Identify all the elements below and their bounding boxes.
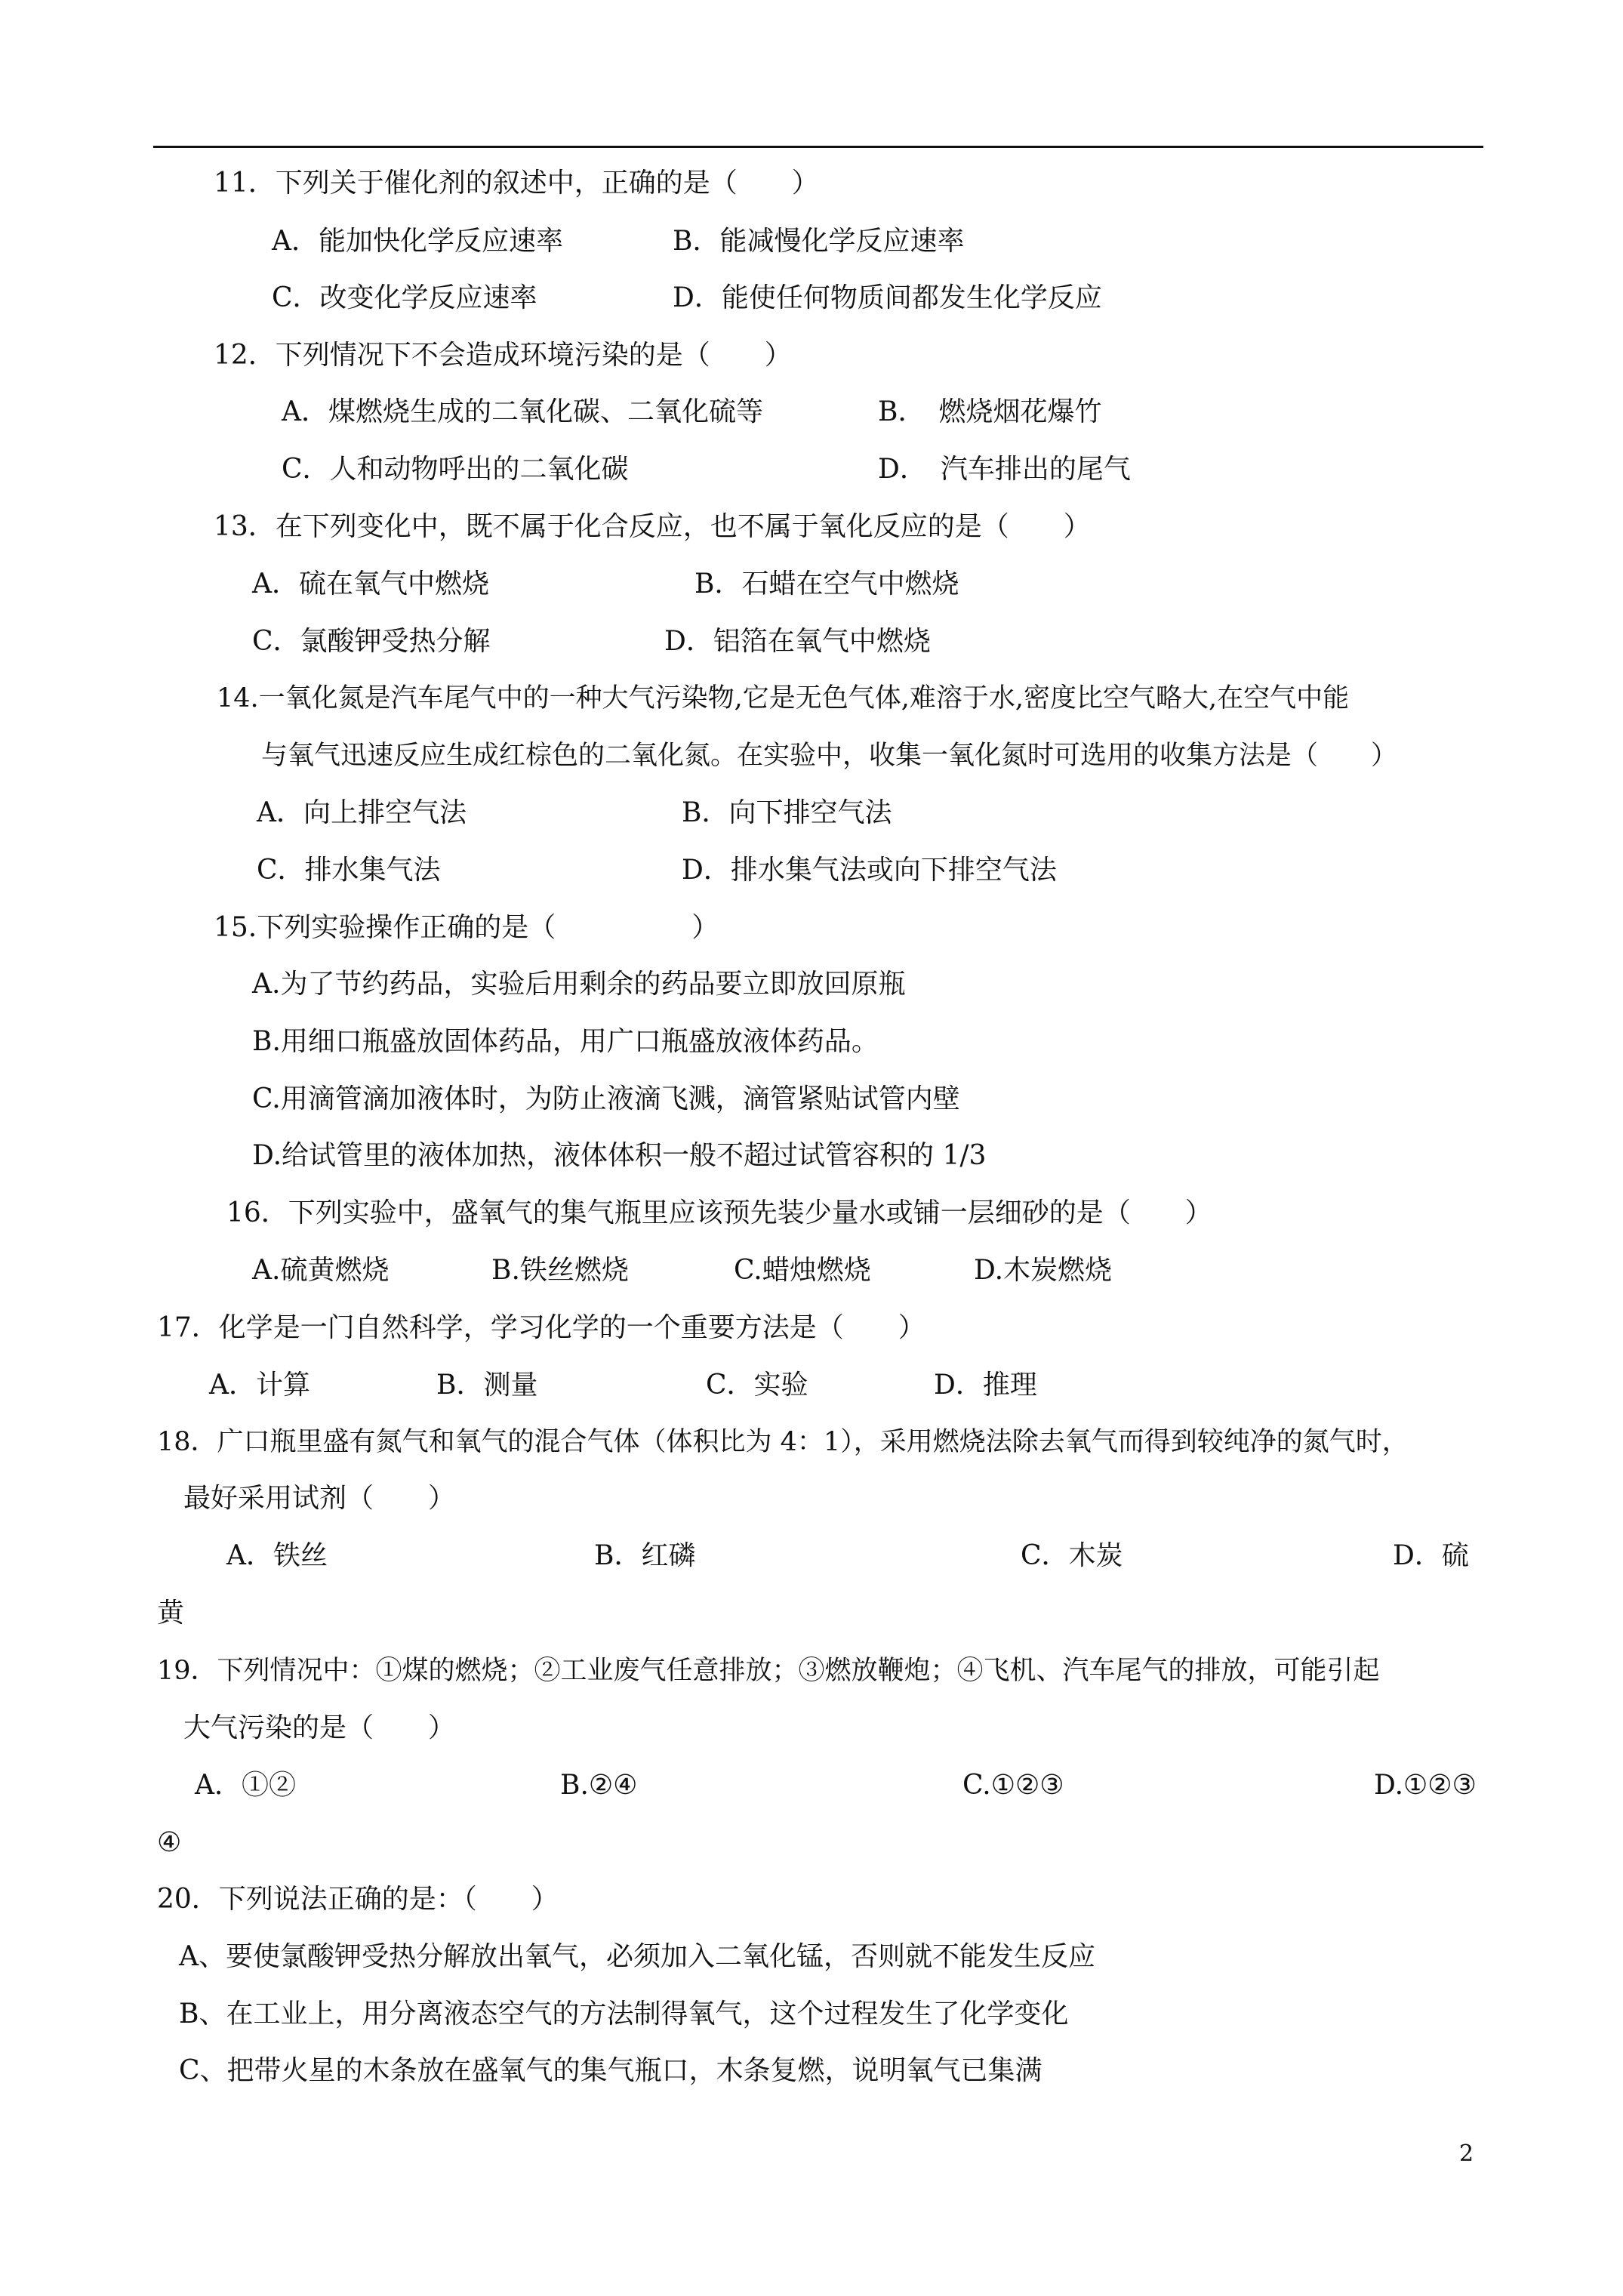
question-12-option-a: A．煤燃烧生成的二氧化碳、二氧化硫等: [282, 396, 763, 427]
question-18-option-b: B．红磷: [594, 1540, 696, 1571]
question-18-option-d: D．硫: [1393, 1540, 1469, 1571]
question-13-option-b: B．石蜡在空气中燃烧: [694, 569, 959, 599]
question-12-option-b: B． 燃烧烟花爆竹: [878, 396, 1102, 427]
question-17-option-d: D．推理: [934, 1370, 1037, 1401]
question-11-option-b: B．能减慢化学反应速率: [673, 226, 965, 257]
question-16-option-d: D.木炭燃烧: [974, 1255, 1113, 1286]
question-12-option-d: D． 汽车排出的尾气: [878, 454, 1131, 485]
question-15-option-a: A.为了节约药品，实验后用剩余的药品要立即放回原瓶: [252, 969, 906, 1000]
question-19-option-b: B.②④: [560, 1770, 638, 1801]
question-14-stem-line-1: 14.一氧化氮是汽车尾气中的一种大气污染物,它是无色气体,难溶于水,密度比空气略大,在空气中能: [217, 683, 1350, 713]
question-19-option-a: A．①②: [195, 1770, 296, 1801]
question-17-option-c: C．实验: [706, 1370, 808, 1401]
question-19-stem-line-2: 大气污染的是（ ）: [183, 1712, 456, 1743]
question-18-stem-line-2: 最好采用试剂（ ）: [183, 1483, 456, 1514]
question-14-option-b: B．向下排空气法: [682, 797, 892, 828]
question-19-option-d-wrap: ④: [157, 1827, 182, 1858]
question-15-option-d: D.给试管里的液体加热，液体体积一般不超过试管容积的 1/3: [252, 1140, 987, 1171]
question-12-option-c: C．人和动物呼出的二氧化碳: [282, 454, 629, 485]
page-number: 2: [1459, 2140, 1474, 2167]
question-20-option-a: A、要使氯酸钾受热分解放出氧气，必须加入二氧化锰，否则就不能发生反应: [179, 1941, 1095, 1972]
question-14-option-a: A．向上排空气法: [257, 797, 467, 828]
question-13-option-c: C．氯酸钾受热分解: [252, 626, 491, 657]
question-15-stem: 15.下列实验操作正确的是（ ）: [214, 912, 719, 943]
question-16-option-c: C.蜡烛燃烧: [734, 1255, 871, 1286]
question-13-stem: 13．在下列变化中，既不属于化合反应，也不属于氧化反应的是（ ）: [214, 511, 1091, 542]
question-13-option-d: D．铝箔在氧气中燃烧: [664, 626, 931, 657]
question-20-stem: 20．下列说法正确的是：（ ）: [157, 1884, 559, 1915]
question-19-option-d: D.①②③: [1374, 1770, 1477, 1801]
question-14-option-c: C．排水集气法: [257, 855, 441, 886]
question-14-stem-line-2: 与氧气迅速反应生成红棕色的二氧化氮。在实验中，收集一氧化氮时可选用的收集方法是（ ）: [261, 741, 1398, 771]
question-17-stem: 17．化学是一门自然科学，学习化学的一个重要方法是（ ）: [157, 1312, 925, 1343]
question-18-option-d-wrap: 黄: [157, 1598, 185, 1629]
question-11-stem: 11．下列关于催化剂的叙述中，正确的是（ ）: [214, 168, 819, 199]
question-17-option-a: A．计算: [209, 1370, 310, 1401]
question-12-stem: 12．下列情况下不会造成环境污染的是（ ）: [214, 340, 792, 371]
question-18-option-a: A．铁丝: [226, 1540, 328, 1571]
question-16-stem: 16．下列实验中，盛氧气的集气瓶里应该预先装少量水或铺一层细砂的是（ ）: [226, 1197, 1212, 1228]
question-15-option-b: B.用细口瓶盛放固体药品，用广口瓶盛放液体药品。: [252, 1026, 879, 1057]
question-20-option-b: B、在工业上，用分离液态空气的方法制得氧气，这个过程发生了化学变化: [179, 1999, 1069, 2029]
question-17-option-b: B．测量: [436, 1370, 538, 1401]
question-14-option-d: D．排水集气法或向下排空气法: [682, 855, 1057, 886]
question-11-option-d: D．能使任何物质间都发生化学反应: [673, 282, 1102, 313]
question-20-option-c: C、把带火星的木条放在盛氧气的集气瓶口，木条复燃，说明氧气已集满: [179, 2055, 1042, 2086]
question-19-stem-line-1: 19．下列情况中：①煤的燃烧；②工业废气任意排放；③燃放鞭炮；④飞机、汽车尾气的排放，可能引起: [157, 1656, 1380, 1686]
question-13-option-a: A．硫在氧气中燃烧: [252, 569, 489, 599]
question-11-option-c: C．改变化学反应速率: [272, 282, 537, 313]
header-rule: [153, 146, 1483, 148]
question-18-option-c: C．木炭: [1021, 1540, 1123, 1571]
question-16-option-a: A.硫黄燃烧: [252, 1255, 390, 1286]
question-16-option-b: B.铁丝燃烧: [491, 1255, 629, 1286]
question-18-stem-line-1: 18．广口瓶里盛有氮气和氧气的混合气体（体积比为 4：1），采用燃烧法除去氧气而得到较纯净的氮气时，: [157, 1427, 1409, 1457]
question-15-option-c: C.用滴管滴加液体时，为防止液滴飞溅，滴管紧贴试管内壁: [252, 1083, 960, 1114]
question-11-option-a: A．能加快化学反应速率: [272, 226, 563, 257]
question-19-option-c: C.①②③: [962, 1770, 1064, 1801]
